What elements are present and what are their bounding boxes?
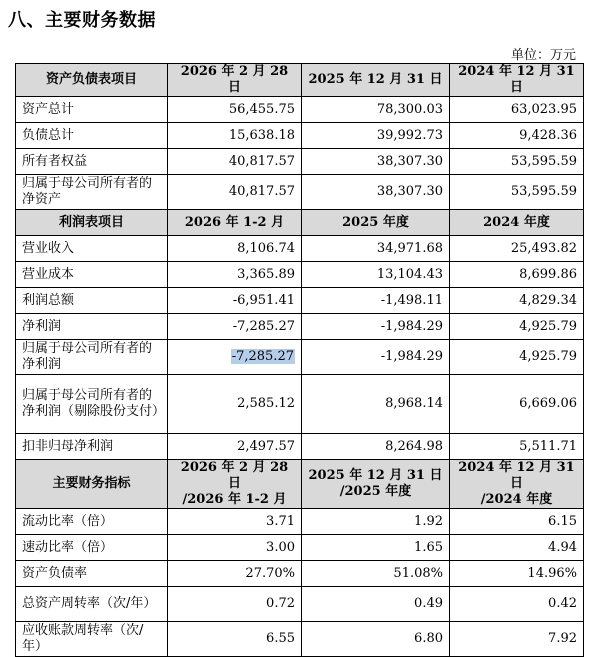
table-row — [16, 288, 584, 314]
header-cell: 利润表项目 — [16, 210, 168, 236]
cell-value: 40,817.57 — [168, 175, 302, 210]
financial-data-table — [15, 63, 584, 657]
header-line: /2025 年度 — [339, 484, 412, 499]
header-cell: 2024 年 12 月 31 日 — [450, 64, 584, 97]
cell-value: -1,984.29 — [302, 340, 450, 375]
cell-value: 6,669.06 — [450, 375, 584, 434]
cell-value: 53,595.59 — [450, 175, 584, 210]
selected-text-highlight[interactable]: -7,285.27 — [231, 349, 294, 364]
table-row — [16, 236, 584, 262]
header-cell: 2024 年度 — [450, 210, 584, 236]
header-line: /2026 年 1-2 月 — [182, 492, 287, 507]
cell-value: 63,023.95 — [450, 97, 584, 123]
table-row — [16, 314, 584, 340]
cell-value: 4,925.79 — [450, 340, 584, 375]
section-title: 八、主要财务数据 — [8, 10, 156, 31]
table-row — [16, 149, 584, 175]
row-label: 应收账款周转率（次/年） — [16, 622, 168, 657]
cell-value: 13,104.43 — [302, 262, 450, 288]
header-cell: 2026 年 2 月 28 日 — [168, 64, 302, 97]
header-cell: 主要财务指标 — [16, 460, 168, 509]
table-row — [16, 340, 584, 375]
table-row — [16, 97, 584, 123]
cell-value: 0.49 — [302, 587, 450, 622]
cell-value: 4.94 — [450, 535, 584, 561]
cell-value: 9,428.36 — [450, 123, 584, 149]
cell-value: 0.72 — [168, 587, 302, 622]
cell-value: 14.96% — [450, 561, 584, 587]
cell-value: 78,300.03 — [302, 97, 450, 123]
cell-value: 40,817.57 — [168, 149, 302, 175]
header-line: 2024 年 12 月 31 日 — [458, 460, 575, 491]
cell-value: 8,968.14 — [302, 375, 450, 434]
cell-value: 53,595.59 — [450, 149, 584, 175]
cell-value: 56,455.75 — [168, 97, 302, 123]
row-label: 营业成本 — [16, 262, 168, 288]
cell-value: 1.92 — [302, 509, 450, 535]
cell-value: -7,285.27 — [168, 314, 302, 340]
row-label: 扣非归母净利润 — [16, 434, 168, 460]
cell-value: 6.55 — [168, 622, 302, 657]
cell-value: -1,498.11 — [302, 288, 450, 314]
row-label: 归属于母公司所有者的净利润（剔除股份支付） — [16, 375, 168, 434]
table-row — [16, 509, 584, 535]
table-row — [16, 622, 584, 657]
table-row — [16, 123, 584, 149]
row-label: 流动比率（倍） — [16, 509, 168, 535]
header-cell: 资产负债表项目 — [16, 64, 168, 97]
cell-value: 2,585.12 — [168, 375, 302, 434]
header-cell — [168, 460, 302, 509]
cell-value: 3.71 — [168, 509, 302, 535]
header-cell: 2026 年 1-2 月 — [168, 210, 302, 236]
cell-value: 25,493.82 — [450, 236, 584, 262]
cell-value: -6,951.41 — [168, 288, 302, 314]
unit-label: 单位：万元 — [510, 48, 576, 63]
header-cell — [450, 460, 584, 509]
header-cell — [302, 460, 450, 509]
cell-value: 39,992.73 — [302, 123, 450, 149]
cell-value: 15,638.18 — [168, 123, 302, 149]
row-label: 速动比率（倍） — [16, 535, 168, 561]
row-label: 归属于母公司所有者的净资产 — [16, 175, 168, 210]
row-label: 利润总额 — [16, 288, 168, 314]
cell-value: 38,307.30 — [302, 149, 450, 175]
row-label: 资产总计 — [16, 97, 168, 123]
cell-value: 38,307.30 — [302, 175, 450, 210]
table-row — [16, 561, 584, 587]
header-line: 2026 年 2 月 28 日 — [180, 460, 289, 491]
row-label: 归属于母公司所有者的净利润 — [16, 340, 168, 375]
cell-value: 8,264.98 — [302, 434, 450, 460]
table-row — [16, 262, 584, 288]
cell-value: 2,497.57 — [168, 434, 302, 460]
header-line: /2024 年度 — [480, 492, 553, 507]
cell-value: 0.42 — [450, 587, 584, 622]
cell-value: 4,829.34 — [450, 288, 584, 314]
cell-value: 5,511.71 — [450, 434, 584, 460]
row-label: 所有者权益 — [16, 149, 168, 175]
cell-value: 34,971.68 — [302, 236, 450, 262]
header-cell: 2025 年 12 月 31 日 — [302, 64, 450, 97]
cell-value: 8,699.86 — [450, 262, 584, 288]
cell-value: 4,925.79 — [450, 314, 584, 340]
table-row — [16, 375, 584, 434]
cell-value: -1,984.29 — [302, 314, 450, 340]
cell-value: 3.00 — [168, 535, 302, 561]
row-label: 资产负债率 — [16, 561, 168, 587]
row-label: 营业收入 — [16, 236, 168, 262]
cell-value: 7.92 — [450, 622, 584, 657]
cell-value: 8,106.74 — [168, 236, 302, 262]
table-row — [16, 434, 584, 460]
cell-value: 51.08% — [302, 561, 450, 587]
cell-value: 6.80 — [302, 622, 450, 657]
header-cell: 2025 年度 — [302, 210, 450, 236]
header-line: 2025 年 12 月 31 日 — [308, 468, 443, 483]
cell-value: 1.65 — [302, 535, 450, 561]
cell-value — [168, 340, 302, 375]
ratio-header-row — [16, 460, 584, 509]
cell-value: 27.70% — [168, 561, 302, 587]
table-row — [16, 587, 584, 622]
cell-value: 6.15 — [450, 509, 584, 535]
income-header-row — [16, 210, 584, 236]
row-label: 总资产周转率（次/年） — [16, 587, 168, 622]
table-row — [16, 535, 584, 561]
table-row — [16, 175, 584, 210]
row-label: 净利润 — [16, 314, 168, 340]
cell-value: 3,365.89 — [168, 262, 302, 288]
balance-header-row — [16, 64, 584, 97]
row-label: 负债总计 — [16, 123, 168, 149]
